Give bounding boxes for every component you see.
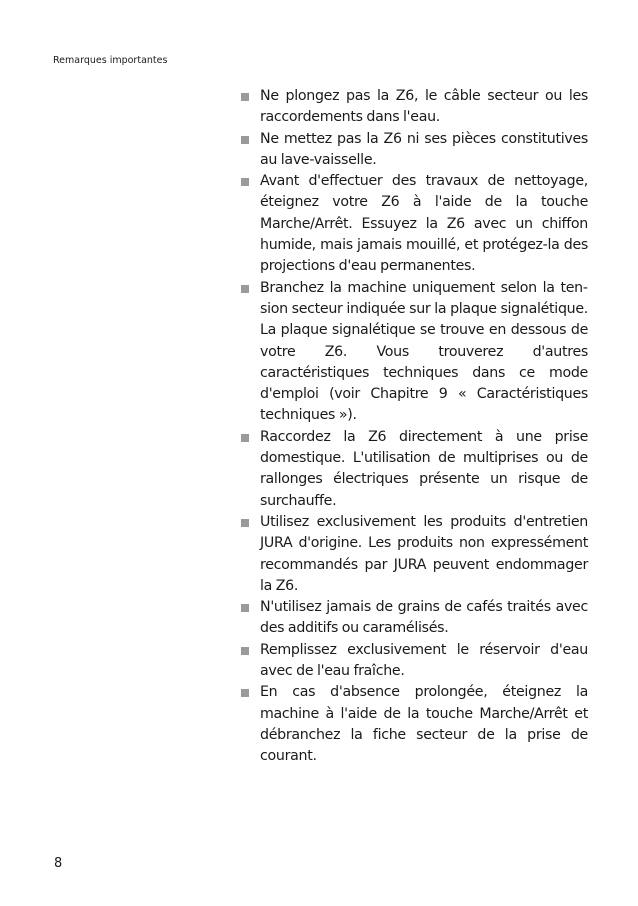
instruction-text: Utilisez exclusivement les produits d'entretien JURA d'origine. Les produits non expressément recommandés par JURA peuvent endommager la Z6.	[260, 513, 588, 594]
list-item	[240, 427, 588, 512]
square-bullet-icon	[241, 136, 249, 144]
instruction-text: Remplissez exclusivement le réservoir d'eau avec de l'eau fraîche.	[260, 641, 588, 680]
square-bullet-icon	[241, 604, 249, 612]
list-item	[240, 640, 588, 683]
instruction-text: Ne mettez pas la Z6 ni ses pièces constitutives au lave-vaisselle.	[260, 130, 588, 168]
list-item	[240, 129, 588, 172]
square-bullet-icon	[241, 519, 249, 527]
safety-instructions-list	[240, 86, 588, 768]
instruction-text: Branchez la machine uniquement selon la tension secteur indiquée sur la plaque signalétique. La plaque signalétique se trouve en dessous de votre Z6. Vous trouverez d'autres caractéristiques techniques dans ce mode d'emploi (voir Chapitre 9 « Caractéristiques techniques »).	[260, 279, 588, 424]
instruction-text: N'utilisez jamais de grains de cafés traités avec des additifs ou caramélisés.	[260, 599, 588, 637]
instruction-text: En cas d'absence prolongée, éteignez la machine à l'aide de la touche Marche/Arrêt et débranchez la fiche secteur de la prise de courant.	[260, 684, 588, 765]
square-bullet-icon	[241, 93, 249, 101]
page-number: 8	[54, 856, 63, 871]
list-item	[240, 597, 588, 640]
square-bullet-icon	[241, 689, 249, 697]
instruction-text: Ne plongez pas la Z6, le câble secteur ou les raccordements dans l'eau.	[260, 88, 588, 126]
square-bullet-icon	[241, 178, 249, 186]
list-item	[240, 171, 588, 277]
square-bullet-icon	[241, 285, 249, 293]
list-item	[240, 682, 588, 767]
square-bullet-icon	[241, 647, 249, 655]
list-item	[240, 86, 588, 129]
list-item	[240, 278, 588, 427]
section-header: Remarques importantes	[53, 55, 168, 66]
list-item	[240, 512, 588, 597]
square-bullet-icon	[241, 434, 249, 442]
instruction-text: Avant d'effectuer des travaux de nettoyage, éteignez votre Z6 à l'aide de la touche Marche/Arrêt. Essuyez la Z6 avec un chiffon humide, mais jamais mouillé, et protégez-la des projections d'eau permanentes.	[260, 173, 588, 275]
instruction-text: Raccordez la Z6 directement à une prise domestique. L'utilisation de multiprises ou de rallonges électriques présente un risque de surchauffe.	[260, 428, 588, 509]
